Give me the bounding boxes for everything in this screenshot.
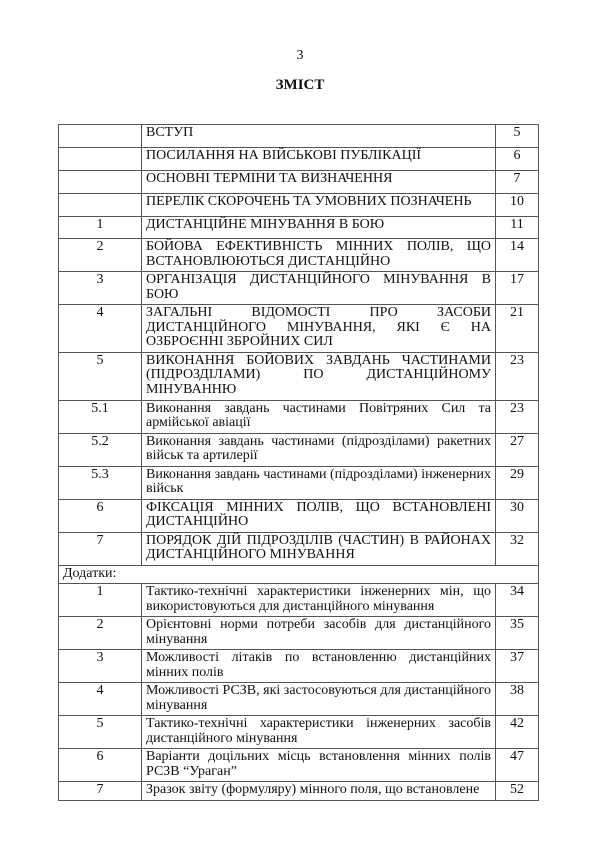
toc-number: 7 [59, 782, 142, 801]
toc-title: ФІКСАЦІЯ МІННИХ ПОЛІВ, ЩО ВСТАНОВЛЕНІ ДИСТАНЦІЙНО [142, 499, 496, 532]
toc-title: ПОРЯДОК ДІЙ ПІДРОЗДІЛІВ (ЧАСТИН) В РАЙОНАХ ДИСТАНЦІЙНОГО МІНУВАННЯ [142, 532, 496, 565]
toc-row [59, 400, 539, 433]
toc-page: 47 [496, 749, 539, 782]
toc-row [59, 305, 539, 353]
toc-row [59, 617, 539, 650]
toc-title: ОСНОВНІ ТЕРМІНИ ТА ВИЗНАЧЕННЯ [142, 171, 496, 194]
toc-title: Виконання завдань частинами (підрозділами) інженерних військ [142, 466, 496, 499]
toc-title: Тактико-технічні характеристики інженерних засобів дистанційного мінування [142, 716, 496, 749]
toc-number: 5 [59, 716, 142, 749]
toc-page: 29 [496, 466, 539, 499]
toc-number: 2 [59, 617, 142, 650]
toc-row [59, 194, 539, 217]
toc-row [59, 532, 539, 565]
toc-row [59, 148, 539, 171]
toc-number: 5.1 [59, 400, 142, 433]
toc-number [59, 125, 142, 148]
toc-page: 27 [496, 433, 539, 466]
toc-row [59, 239, 539, 272]
toc-row [59, 650, 539, 683]
toc-number: 1 [59, 584, 142, 617]
toc-number: 1 [59, 217, 142, 239]
toc-page: 14 [496, 239, 539, 272]
toc-number: 6 [59, 499, 142, 532]
appendix-header-row [59, 565, 539, 584]
toc-title: ВИКОНАННЯ БОЙОВИХ ЗАВДАНЬ ЧАСТИНАМИ (ПІДРОЗДІЛАМИ) ПО ДИСТАНЦІЙНОМУ МІНУВАННЮ [142, 352, 496, 400]
toc-number: 5 [59, 352, 142, 400]
appendix-label: Додатки: [59, 565, 539, 584]
toc-page: 38 [496, 683, 539, 716]
toc-page: 23 [496, 400, 539, 433]
toc-page: 11 [496, 217, 539, 239]
toc-title: Можливості РСЗВ, які застосовуються для дистанційного мінування [142, 683, 496, 716]
toc-number: 7 [59, 532, 142, 565]
toc-title: ВСТУП [142, 125, 496, 148]
toc-page: 5 [496, 125, 539, 148]
toc-row [59, 272, 539, 305]
toc-number: 4 [59, 305, 142, 353]
toc-number [59, 171, 142, 194]
page-title: ЗМІСТ [275, 77, 325, 93]
toc-title: ПЕРЕЛІК СКОРОЧЕНЬ ТА УМОВНИХ ПОЗНАЧЕНЬ [142, 194, 496, 217]
toc-title: Можливості літаків по встановленню дистанційних мінних полів [142, 650, 496, 683]
toc-page: 6 [496, 148, 539, 171]
toc-row [59, 683, 539, 716]
toc-page: 17 [496, 272, 539, 305]
toc-page: 35 [496, 617, 539, 650]
toc-title: Орієнтовні норми потреби засобів для дистанційного мінування [142, 617, 496, 650]
toc-number: 5.2 [59, 433, 142, 466]
toc-title: ПОСИЛАННЯ НА ВІЙСЬКОВІ ПУБЛІКАЦІЇ [142, 148, 496, 171]
toc-number: 4 [59, 683, 142, 716]
toc-row [59, 125, 539, 148]
toc-number: 3 [59, 272, 142, 305]
toc-number: 2 [59, 239, 142, 272]
toc-number: 3 [59, 650, 142, 683]
toc-row [59, 217, 539, 239]
toc-title: Варіанти доцільних місць встановлення мінних полів РСЗВ “Ураган” [142, 749, 496, 782]
toc-number [59, 148, 142, 171]
toc-row [59, 584, 539, 617]
toc-page: 10 [496, 194, 539, 217]
toc-page: 52 [496, 782, 539, 801]
toc-page: 23 [496, 352, 539, 400]
toc-row [59, 749, 539, 782]
toc-title: ОРГАНІЗАЦІЯ ДИСТАНЦІЙНОГО МІНУВАННЯ В БОЮ [142, 272, 496, 305]
toc-title: Виконання завдань частинами Повітряних Сил та армійської авіації [142, 400, 496, 433]
toc-title: Зразок звіту (формуляру) мінного поля, що встановлене [142, 782, 496, 801]
toc-row [59, 171, 539, 194]
toc-title: ЗАГАЛЬНІ ВІДОМОСТІ ПРО ЗАСОБИ ДИСТАНЦІЙНОГО МІНУВАННЯ, ЯКІ Є НА ОЗБРОЄННІ ЗБРОЙНИХ СИЛ [142, 305, 496, 353]
toc-page: 32 [496, 532, 539, 565]
toc-row [59, 433, 539, 466]
page-number: 3 [296, 48, 304, 63]
toc-row [59, 499, 539, 532]
toc-page: 30 [496, 499, 539, 532]
toc-page: 7 [496, 171, 539, 194]
toc-table [58, 124, 539, 801]
toc-title: Виконання завдань частинами (підрозділами) ракетних військ та артилерії [142, 433, 496, 466]
toc-row [59, 782, 539, 801]
toc-row [59, 716, 539, 749]
toc-number: 5.3 [59, 466, 142, 499]
toc-page: 37 [496, 650, 539, 683]
toc-title: БОЙОВА ЕФЕКТИВНІСТЬ МІННИХ ПОЛІВ, ЩО ВСТАНОВЛЮЮТЬСЯ ДИСТАНЦІЙНО [142, 239, 496, 272]
toc-page: 42 [496, 716, 539, 749]
toc-number [59, 194, 142, 217]
toc-title: Тактико-технічні характеристики інженерних мін, що використовуються для дистанційного мінування [142, 584, 496, 617]
toc-page: 34 [496, 584, 539, 617]
toc-row [59, 466, 539, 499]
toc-title: ДИСТАНЦІЙНЕ МІНУВАННЯ В БОЮ [142, 217, 496, 239]
toc-page: 21 [496, 305, 539, 353]
toc-row [59, 352, 539, 400]
toc-number: 6 [59, 749, 142, 782]
